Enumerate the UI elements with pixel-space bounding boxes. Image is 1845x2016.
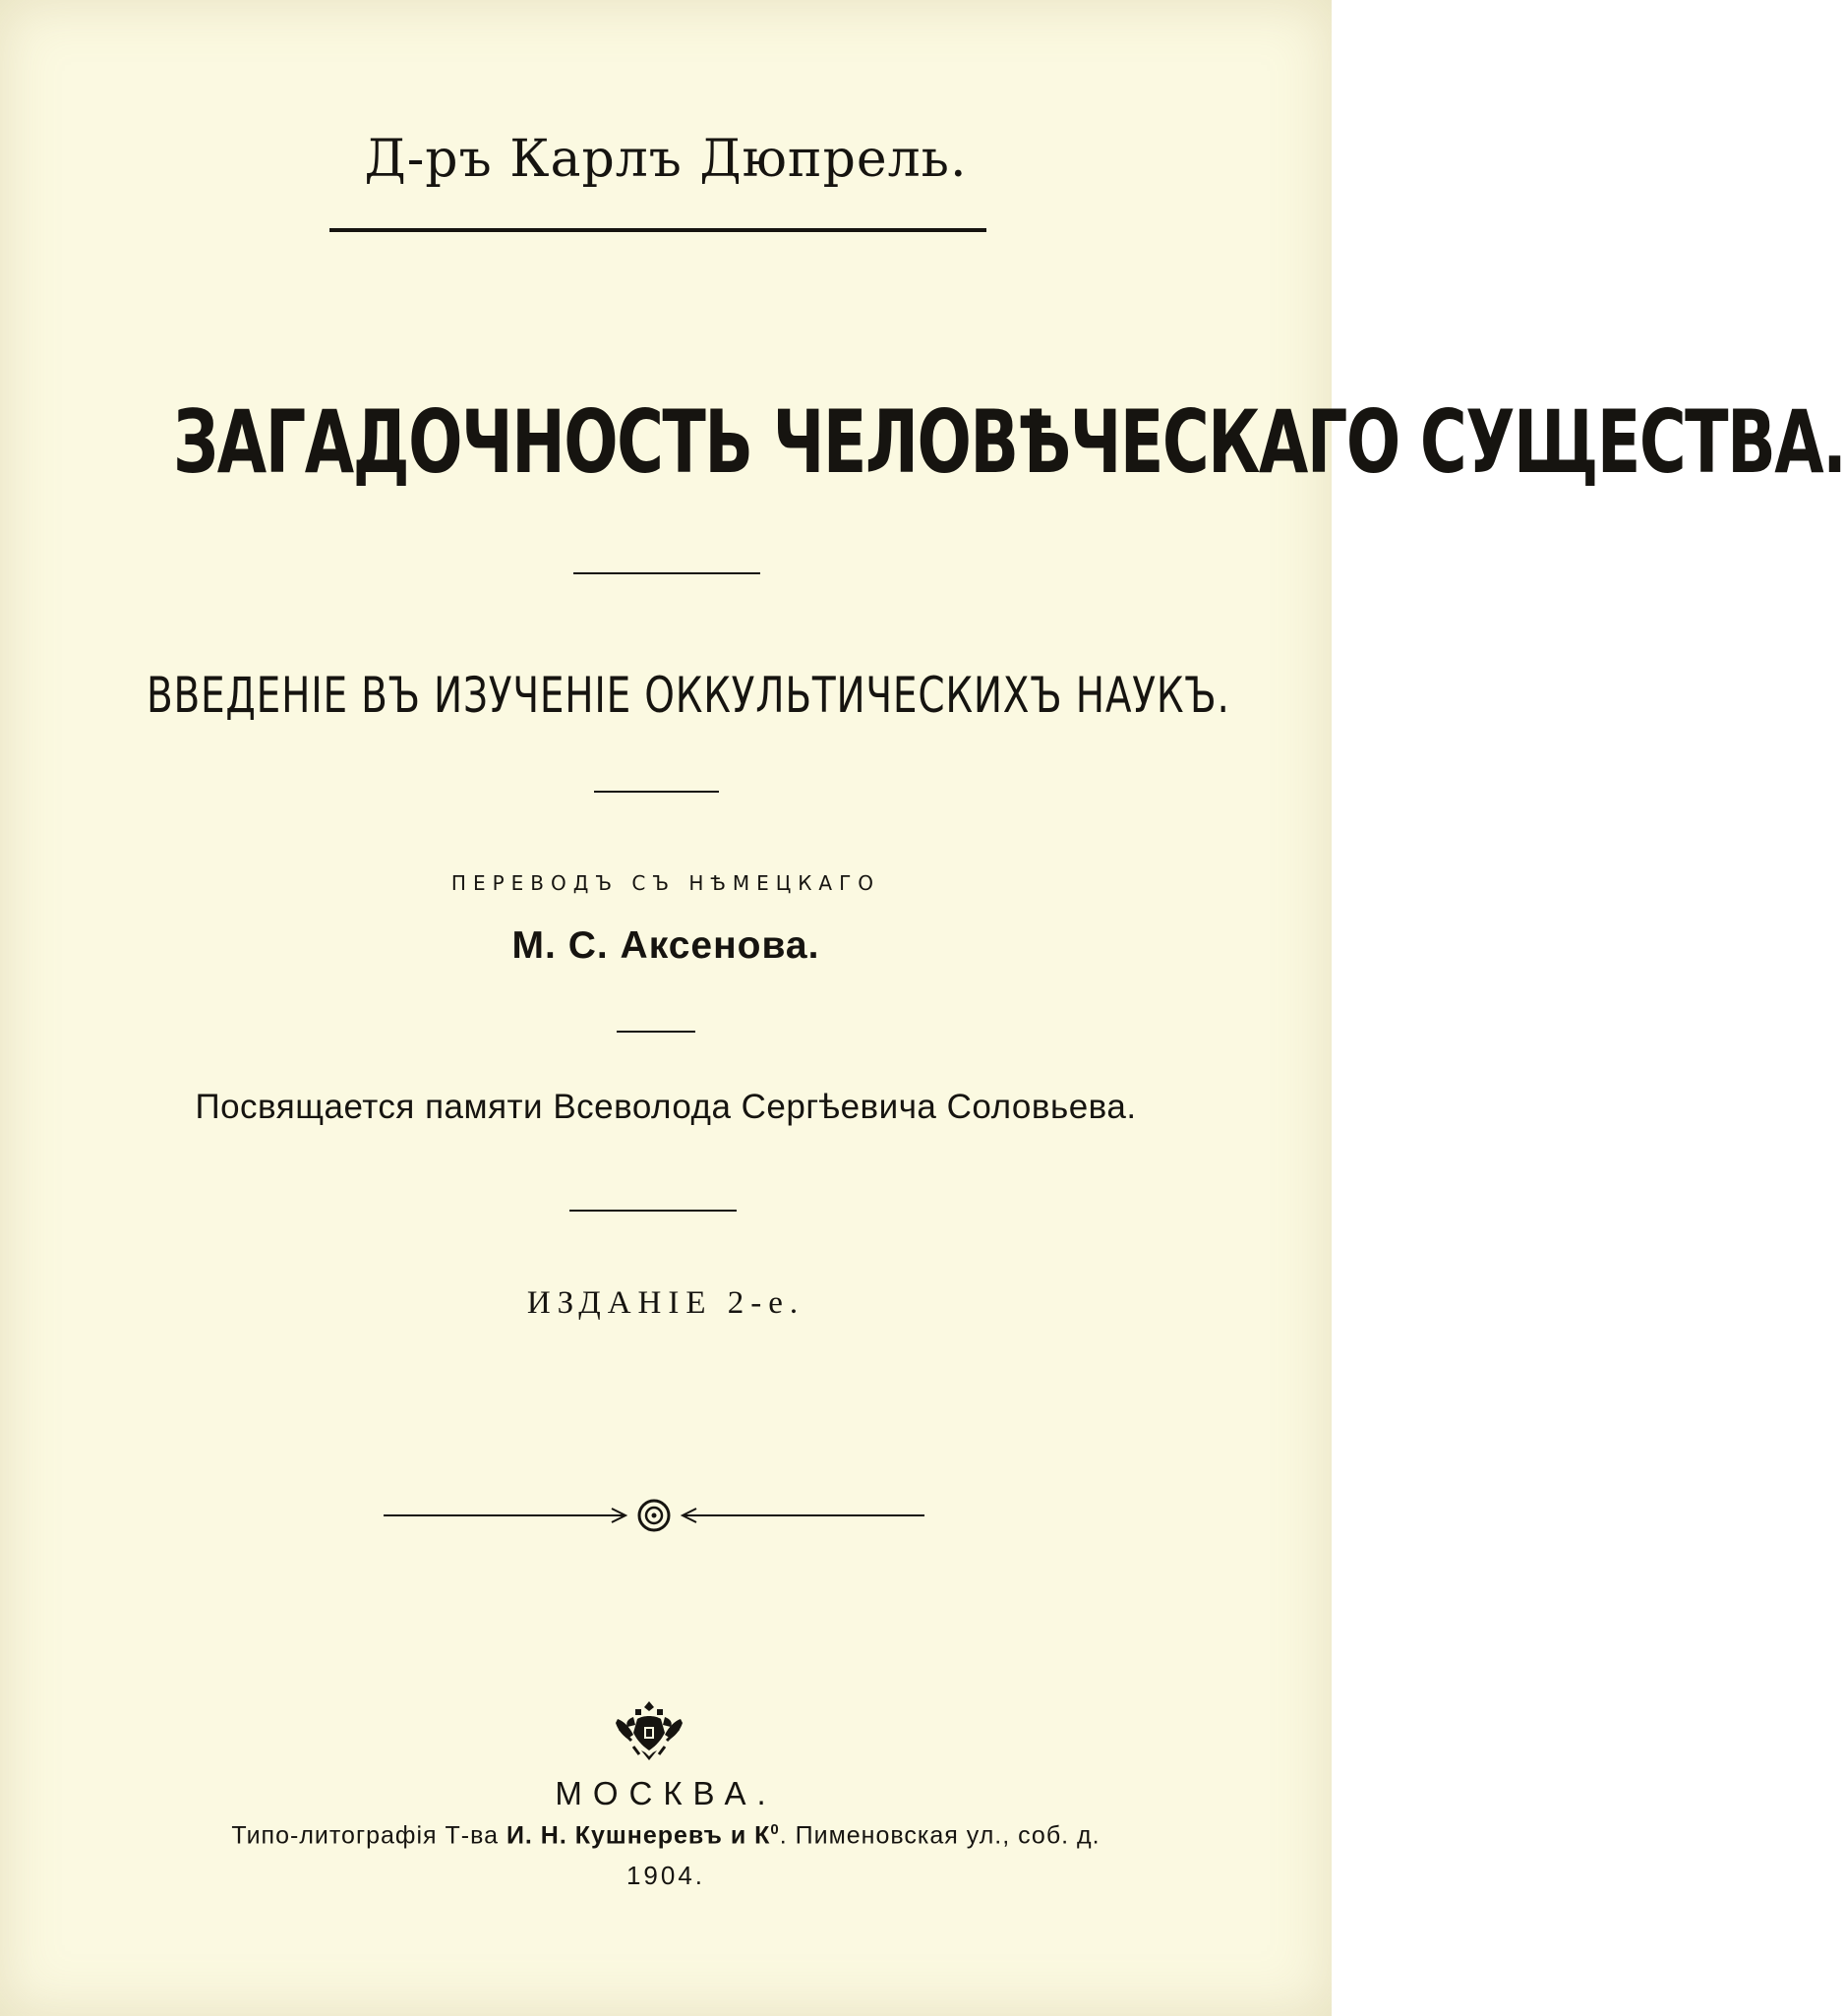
book-subtitle: ВВЕДЕНІЕ ВЪ ИЗУЧЕНІЕ ОККУЛЬТИЧЕСКИХЪ НАУКЪ. <box>146 667 1230 724</box>
author-name: Д-ръ Карлъ Дюпрель. <box>364 130 968 189</box>
publication-year: 1904. <box>625 1861 706 1890</box>
double-headed-eagle-icon <box>614 1699 684 1764</box>
printer-prefix: Типо-литографія Т-ва <box>231 1821 499 1850</box>
edition-label: ИЗДАНІЕ 2-е. <box>526 1285 805 1321</box>
divider-rule-4 <box>569 1210 737 1212</box>
publication-city: МОСКВА. <box>555 1775 777 1811</box>
dedication: Посвящается памяти Всеволода Сергѣевича Соловьева. <box>195 1088 1137 1126</box>
printer-name-superscript: 0 <box>770 1821 780 1838</box>
divider-rule-2 <box>594 791 719 793</box>
divider-rule-1 <box>573 572 760 574</box>
ornamental-divider-icon <box>384 1495 924 1534</box>
translation-note: ПЕРЕВОДЪ СЪ НѢМЕЦКАГО <box>450 871 881 895</box>
divider-rule-3 <box>617 1031 695 1033</box>
book-title: ЗАГАДОЧНОСТЬ ЧЕЛОВѢЧЕСКАГО СУЩЕСТВА. <box>173 391 1845 493</box>
translator-name: М. С. Аксенова. <box>511 924 820 967</box>
printer-name: И. Н. Кушнеревъ и К <box>506 1821 771 1850</box>
printer-line <box>0 1821 1332 1850</box>
printer-address: . Пименовская ул., соб. д. <box>779 1821 1101 1850</box>
author-underline <box>329 228 986 232</box>
